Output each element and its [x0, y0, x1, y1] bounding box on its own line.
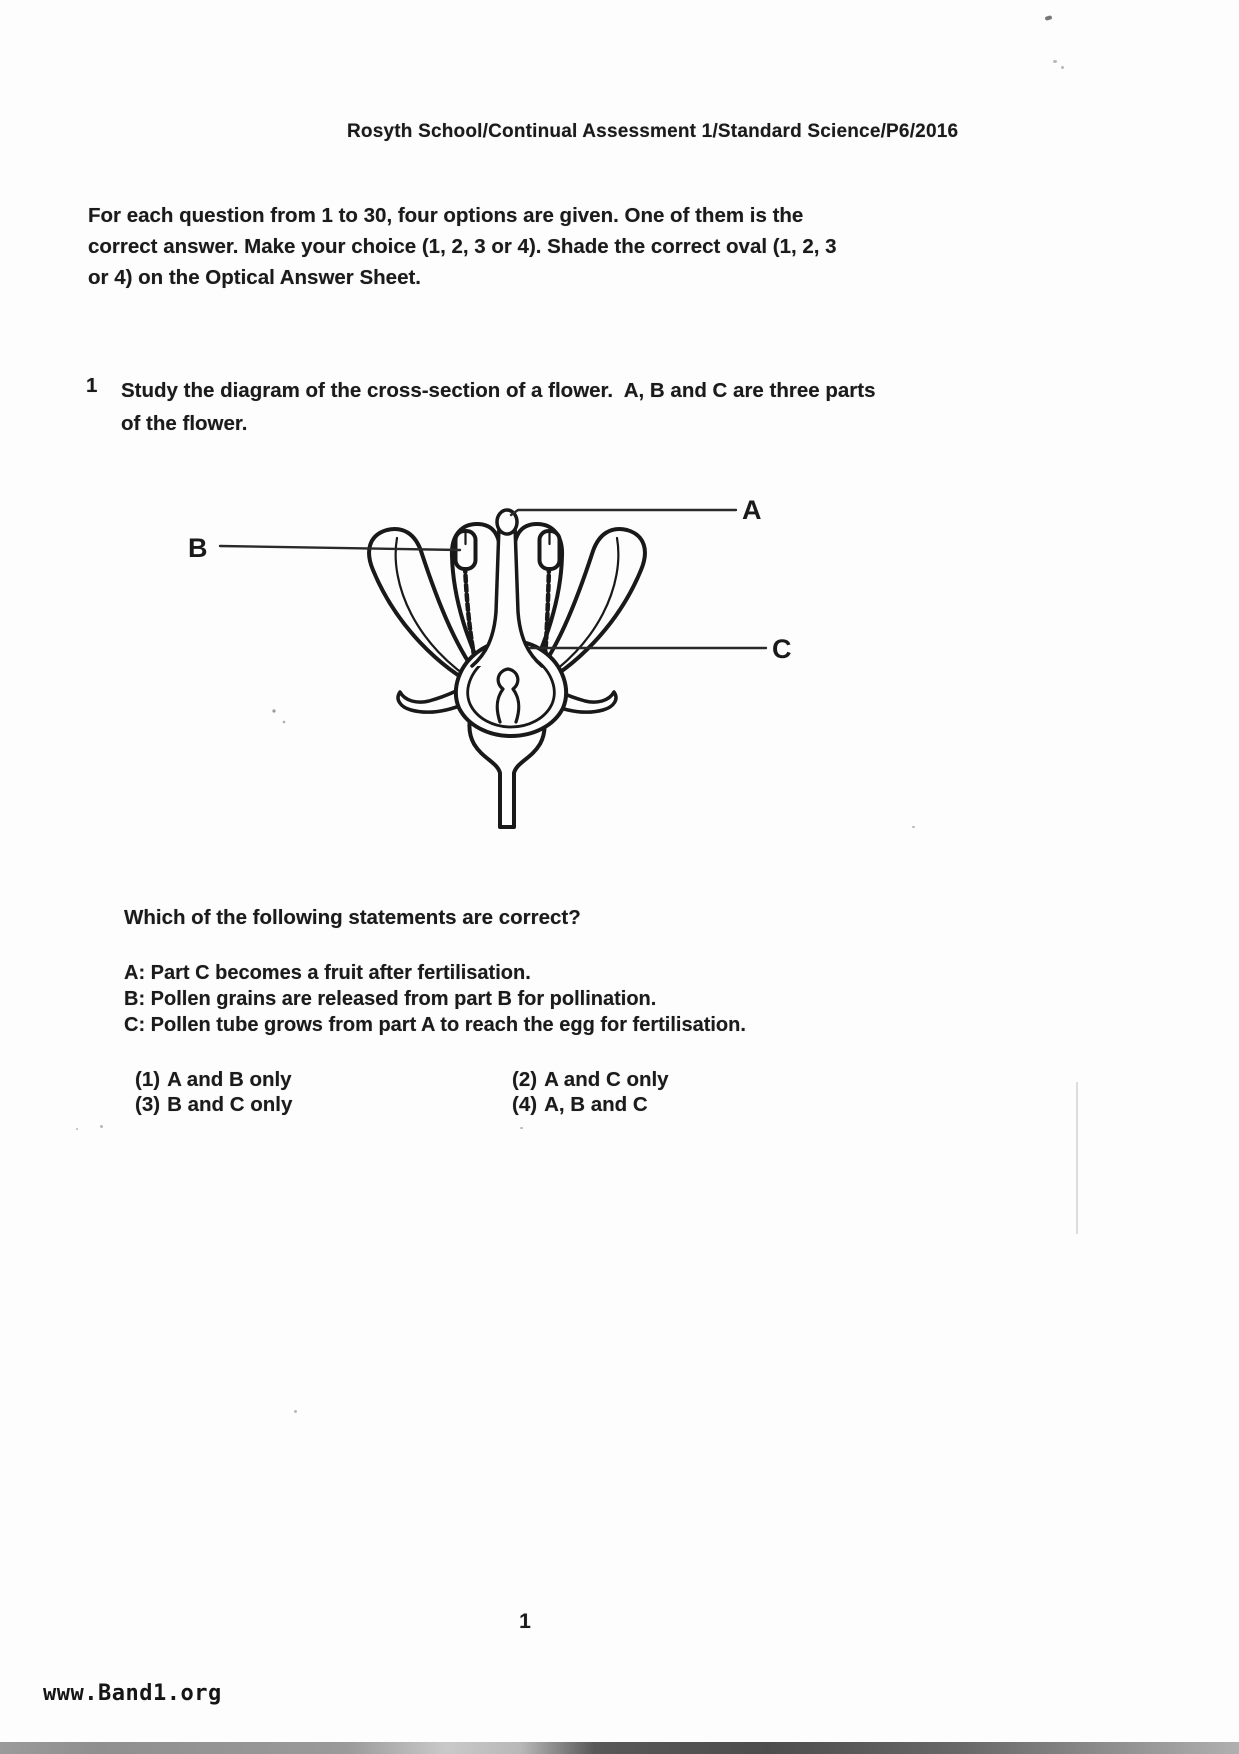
question-text-line-1: Study the diagram of the cross-section of a flower. A, B and C are three parts [121, 379, 876, 402]
watermark: www.Band1.org [43, 1681, 222, 1706]
diagram-label-a: A [742, 495, 762, 525]
scan-fold-line [1076, 1082, 1078, 1234]
ovule [497, 669, 519, 722]
instructions-line-2 [88, 231, 888, 262]
scan-speck [520, 1127, 523, 1129]
scan-speck [283, 721, 286, 724]
flower-cross-section-diagram [150, 460, 800, 840]
pointer-line-b [220, 546, 460, 550]
option-1-text: A and B only [167, 1068, 292, 1091]
option-4-label: (4) [512, 1093, 538, 1116]
question-text-line-2: of the flower. [121, 412, 248, 435]
question-text [121, 374, 891, 440]
instructions-line-2-bold: Shade the correct oval (1, 2, 3 [547, 235, 837, 258]
question-number: 1 [86, 374, 98, 397]
instructions-block [88, 200, 888, 293]
scan-speck [76, 1128, 78, 1130]
scan-speck [272, 709, 275, 712]
instructions-line-1: For each question from 1 to 30, four options are given. One of them is the [88, 204, 804, 227]
option-3-text: B and C only [167, 1093, 293, 1116]
option-4 [512, 1093, 648, 1117]
option-2-text: A and C only [544, 1068, 669, 1091]
diagram-label-b: B [188, 533, 208, 563]
page-header: Rosyth School/Continual Assessment 1/Standard Science/P6/2016 [347, 121, 959, 142]
statement-c: C: Pollen tube grows from part A to reach the egg for fertilisation. [124, 1014, 746, 1036]
option-3-label: (3) [135, 1093, 161, 1116]
page-number: 1 [519, 1610, 531, 1633]
question-prompt: Which of the following statements are correct? [124, 906, 581, 929]
statement-b: B: Pollen grains are released from part B for pollination. [124, 988, 657, 1010]
instructions-line-2-normal: correct answer. Make your choice (1, 2, 3 or 4). [88, 235, 548, 258]
scan-speck [912, 826, 915, 828]
statement-a: A: Part C becomes a fruit after fertilisation. [124, 962, 531, 984]
option-1 [135, 1068, 292, 1092]
option-1-label: (1) [135, 1068, 161, 1091]
diagram-label-c: C [772, 634, 792, 664]
scan-speck [1061, 66, 1064, 69]
scan-speck [1045, 15, 1053, 21]
scan-speck [1053, 60, 1057, 63]
scan-edge-bar [0, 1742, 1239, 1754]
option-3 [135, 1093, 292, 1117]
instructions-line-3: or 4) on the Optical Answer Sheet. [88, 266, 421, 289]
option-2-label: (2) [512, 1068, 538, 1091]
scan-speck [100, 1125, 103, 1128]
option-2 [512, 1068, 669, 1092]
pointer-line-a [511, 510, 736, 515]
statements-block [124, 960, 746, 1038]
scan-speck [294, 1410, 297, 1413]
option-4-text: A, B and C [544, 1093, 648, 1116]
